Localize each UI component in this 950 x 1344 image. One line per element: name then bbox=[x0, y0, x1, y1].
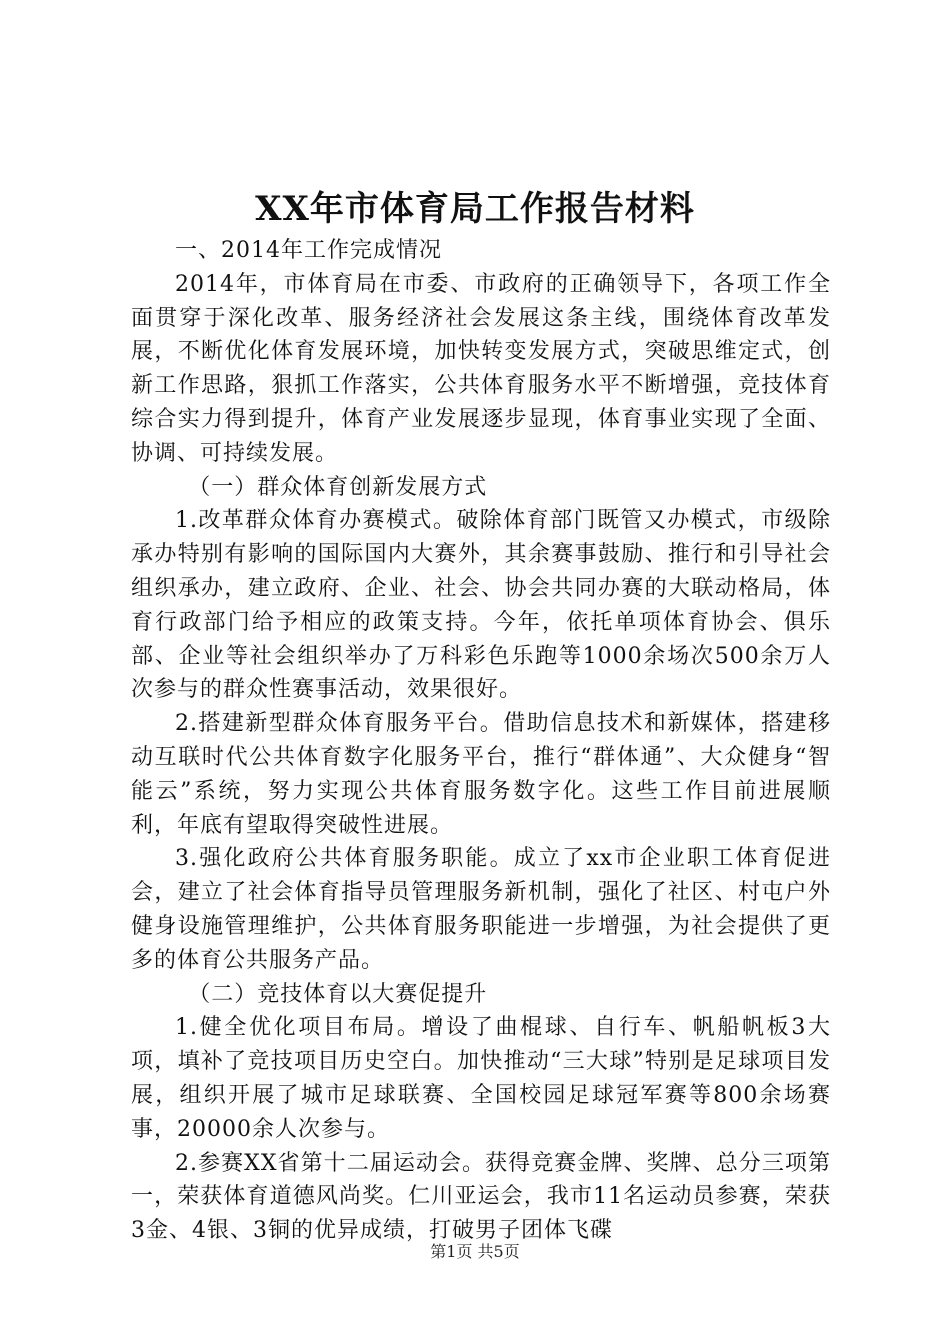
paragraph-item-2: 2.搭建新型群众体育服务平台。借助信息技术和新媒体，搭建移动互联时代公共体育数字化服务平台，推行“群体通”、大众健身“智能云”系统，努力实现公共体育服务数字化。这些工作目前进展顺利，年底有望取得突破性进展。 bbox=[131, 711, 831, 838]
document-body bbox=[131, 234, 831, 1248]
paragraph-competitive-item-1: 1.健全优化项目布局。增设了曲棍球、自行车、帆船帆板3大项，填补了竞技项目历史空白。加快推动“三大球”特别是足球项目发展，组织开展了城市足球联赛、全国校园足球冠军赛等800余场赛事，20000余人次参与。 bbox=[131, 1015, 831, 1142]
page-footer: 第1页 共5页 bbox=[430, 1242, 520, 1261]
paragraph-item-1: 1.改革群众体育办赛模式。破除体育部门既管又办模式，市级除承办特别有影响的国际国内大赛外，其余赛事鼓励、推行和引导社会组织承办，建立政府、企业、社会、协会共同办赛的大联动格局，体育行政部门给予相应的政策支持。今年，依托单项体育协会、俱乐部、企业等社会组织举办了万科彩色乐跑等1000余场次500余万人次参与的群众性赛事活动，效果很好。 bbox=[131, 508, 831, 703]
paragraph-intro: 2014年，市体育局在市委、市政府的正确领导下，各项工作全面贯穿于深化改革、服务经济社会发展这条主线，围绕体育改革发展，不断优化体育发展环境，加快转变发展方式，突破思维定式，创新工作思路，狠抓工作落实，公共体育服务水平不断增强，竞技体育综合实力得到提升，体育产业发展逐步显现，体育事业实现了全面、协调、可持续发展。 bbox=[131, 271, 831, 466]
subsection-heading-competitive-sports: （二）竞技体育以大赛促提升 bbox=[188, 981, 488, 1007]
paragraph-competitive-item-2: 2.参赛XX省第十二届运动会。获得竞赛金牌、奖牌、总分三项第一，荣获体育道德风尚奖。仁川亚运会，我市11名运动员参赛，荣获3金、4银、3铜的优异成绩，打破男子团体飞碟 bbox=[131, 1150, 831, 1244]
subsection-heading-mass-sports: （一）群众体育创新发展方式 bbox=[188, 474, 488, 500]
document-title: XX年市体育局工作报告材料 bbox=[255, 189, 695, 229]
paragraph-item-3: 3.强化政府公共体育服务职能。成立了xx市企业职工体育促进会，建立了社会体育指导员管理服务新机制，强化了社区、村屯户外健身设施管理维护，公共体育服务职能进一步增强，为社会提供了更多的体育公共服务产品。 bbox=[131, 846, 831, 973]
section-heading-1: 一、2014年工作完成情况 bbox=[175, 238, 442, 263]
